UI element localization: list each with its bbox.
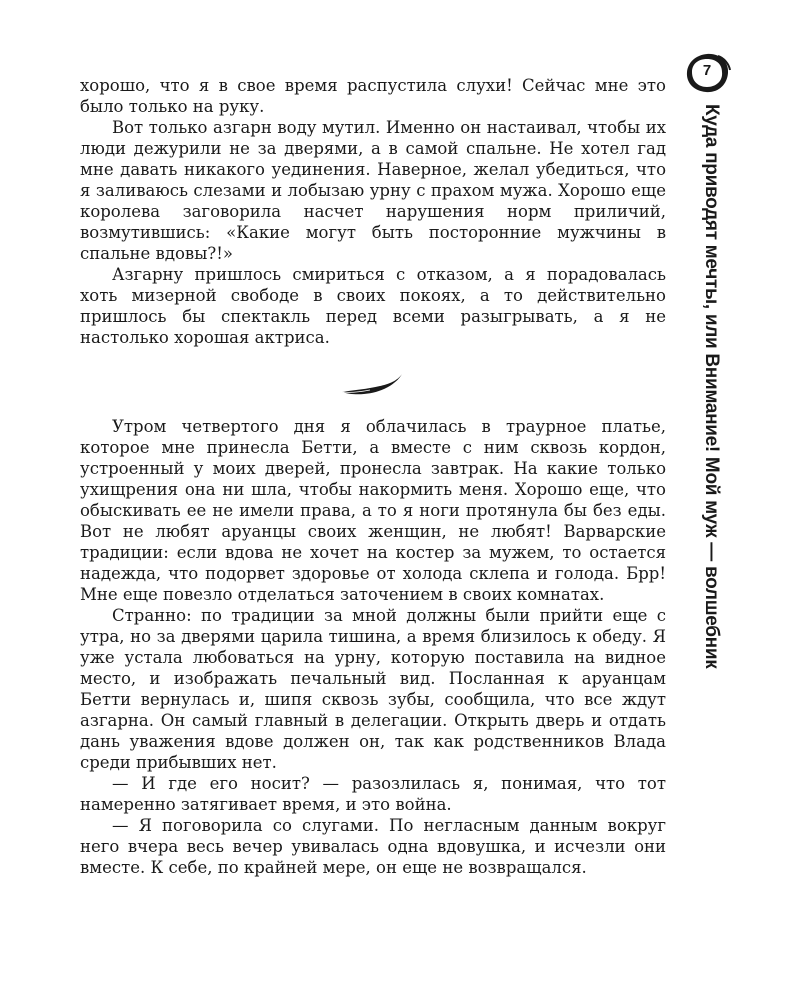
feather-divider: [340, 372, 404, 398]
feather-icon: [340, 372, 404, 398]
section-1: [80, 75, 666, 348]
paragraph: — И где его носит? — разозлилась я, понимая, что тот намеренно затягивает время, и это война.: [80, 774, 666, 814]
page-number-badge: [682, 50, 732, 96]
paragraph: хорошо, что я в свое время распустила слухи! Сейчас мне это было только на руку.: [80, 76, 666, 116]
paragraph: Вот только азгарн воду мутил. Именно он настаивал, чтобы их люди дежурили не за дверями, а в самой спальне. Не хотел гад мне давать никакого уединения. Наверное, желал убедиться, что я заливаюсь слезами и лобызаю урну с прахом мужа. Хорошо еще королева заговорила насчет нарушения норм приличий, возмутившись: «Какие могут быть посторонние мужчины в спальне вдовы?!»: [80, 118, 666, 263]
running-head-title: Куда приводят мечты, или Внимание! Мой муж — волшебник: [701, 104, 722, 669]
paragraph: Странно: по традиции за мной должны были прийти еще с утра, но за дверями царила тишина, а время близилось к обеду. Я уже устала любоваться на урну, которую поставила на видное место, и изображать печальный вид. Посланная к аруанцам Бетти вернулась и, шипя сквозь зубы, сообщила, что все ждут азгарна. Он самый главный в делегации. Открыть дверь и отдать дань уважения вдове должен он, так как родственников Влада среди прибывших нет.: [80, 606, 666, 772]
paragraph: Утром четвертого дня я облачилась в траурное платье, которое мне принесла Бетти, а вместе с ним сквозь кордон, устроенный у моих дверей, пронесла завтрак. На какие только ухищрения она ни шла, чтобы накормить меня. Хорошо еще, что обыскивать ее не имели права, а то я ноги протянула бы без еды. Вот не любят аруанцы своих женщин, не любят! Варварские традиции: если вдова не хочет на костер за мужем, то остается надежда, что подорвет здоровье от холода склепа и голода. Брр! Мне еще повезло отделаться заточением в своих комнатах.: [80, 417, 666, 604]
paragraph: Азгарну пришлось смириться с отказом, а я порадовалась хоть мизерной свободе в своих покоях, а то действительно пришлось бы спектакль перед всеми разыгрывать, а я не настолько хорошая актриса.: [80, 265, 666, 347]
page-number: 7: [702, 62, 712, 79]
section-2: [80, 416, 666, 878]
running-head: [701, 104, 722, 669]
paragraph: — Я поговорила со слугами. По негласным данным вокруг него вчера весь вечер увивалась одна вдовушка, и исчезли они вместе. К себе, по крайней мере, он еще не возвращался.: [80, 816, 666, 877]
